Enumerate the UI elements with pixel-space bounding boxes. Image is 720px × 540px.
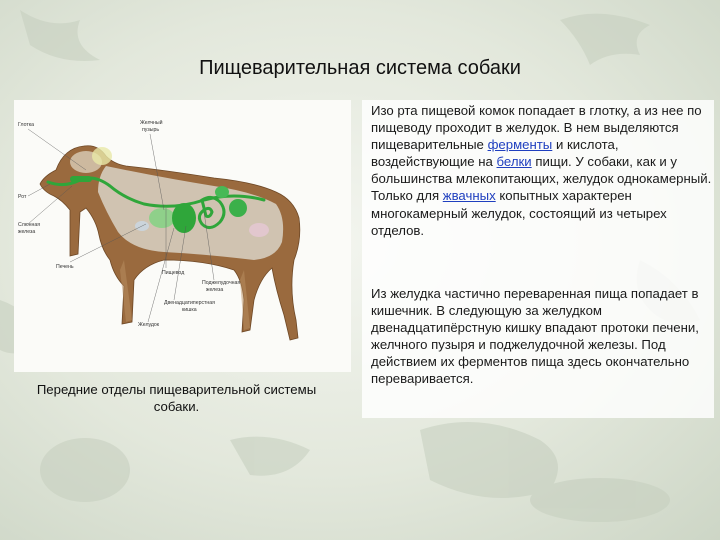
dog-anatomy-figure — [14, 100, 351, 372]
label-pishchevod: Пищевод — [162, 270, 185, 276]
paragraph1-text-3: пищи. У собаки, как и у большинства млекопитающих, желудок однокамерный. Только для — [371, 154, 712, 204]
label-podzhel-2: железа — [206, 287, 224, 293]
stomach-shape — [172, 203, 196, 233]
label-rot: Рот — [18, 194, 27, 200]
label-zhelchny-1: Желчный — [140, 120, 163, 126]
label-zhelchny-2: пузырь — [142, 127, 160, 133]
label-duoden-1: Двенадцатиперстная — [164, 300, 215, 306]
label-pechen: Печень — [56, 264, 74, 270]
label-duoden-2: кишка — [182, 307, 197, 313]
paragraph-intestine: Из желудка частично переваренная пища попадает в кишечник. В следующую за желудком двенадцатипёрстную кишку впадают протоки печени, желчного пузыря и поджелудочной железы. Под действием их ферментов пища здесь окончательно переваривается. — [371, 286, 699, 387]
figure-caption: Передние отделы пищеварительной системы собаки. — [36, 382, 317, 414]
page-title: Пищеварительная система собаки — [199, 57, 521, 79]
dog-digestive-illustration — [14, 100, 351, 372]
paragraph1-text-1: Изо рта пищевой комок попадает в глотку, а из нее по пищеводу проходит в желудок. В нем выделяются пищеварительные — [371, 103, 702, 153]
paragraph1-text-4: копытных характерен многокамерный желудок, состоящий из четырех отделов. — [371, 188, 667, 238]
paragraph-stomach — [371, 102, 716, 239]
label-glotka: Глотка — [18, 122, 35, 128]
label-zheludok: Желудок — [138, 322, 160, 328]
liver-shape — [149, 208, 175, 228]
paragraph1-text-2: и кислота, воздействующие на — [371, 137, 619, 170]
link-belki[interactable]: белки — [496, 154, 532, 170]
link-zhvachnyh[interactable]: жвачных — [442, 188, 496, 204]
label-slyunnaya-2: железа — [18, 229, 36, 235]
label-podzhel-1: Поджелудочная — [202, 280, 241, 286]
label-slyunnaya-1: Слюнная — [18, 222, 41, 228]
link-fermenty[interactable]: ферменты — [487, 137, 553, 153]
